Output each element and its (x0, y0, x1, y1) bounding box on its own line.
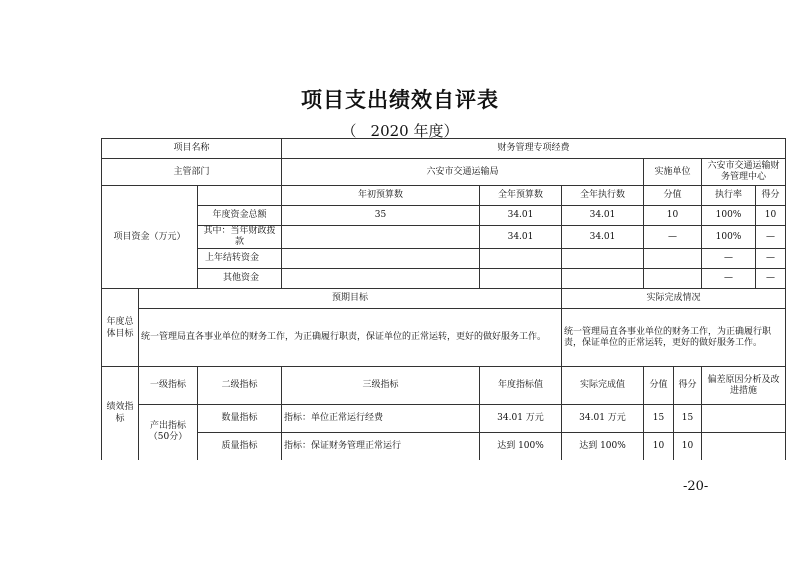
indicators-header-target: 年度指标值 (480, 367, 562, 405)
indicator-level3: 指标：单位正常运行经费 (282, 405, 480, 433)
funds-row-score-value: — (644, 226, 702, 249)
funds-row-label: 年度资金总额 (198, 206, 282, 226)
page-title: 项目支出绩效自评表 (301, 87, 499, 112)
project-name-value: 财务管理专项经费 (282, 139, 786, 159)
project-name-label: 项目名称 (102, 139, 282, 159)
funds-header-rate: 执行率 (702, 186, 756, 206)
indicator-level3: 指标：保证财务管理正常运行 (282, 433, 480, 460)
funds-row-executed: 34.01 (562, 226, 644, 249)
indicator-deviation (702, 405, 786, 433)
indicators-header-level1: 一级指标 (139, 367, 198, 405)
funds-header-row (102, 186, 786, 206)
funds-row-label: 其他资金 (198, 269, 282, 289)
indicator-score-value: 15 (644, 405, 674, 433)
goals-actual-header: 实际完成情况 (562, 289, 786, 309)
implementing-unit-label: 实施单位 (644, 159, 702, 186)
indicators-header-row (102, 367, 786, 405)
indicator-row (102, 405, 786, 433)
indicators-header-level3: 三级指标 (282, 367, 480, 405)
funds-row-initial (282, 226, 480, 249)
indicator-score-value: 10 (644, 433, 674, 460)
indicator-target: 34.01 万元 (480, 405, 562, 433)
indicator-score: 10 (674, 433, 702, 460)
funds-row-score: — (756, 226, 786, 249)
funds-row-label: 上年结转资金 (198, 249, 282, 269)
funds-row-annual (480, 269, 562, 289)
funds-row-rate: 100% (702, 206, 756, 226)
indicator-level2: 数量指标 (198, 405, 282, 433)
goals-actual-text: 统一管理局直各事业单位的财务工作，为正确履行职责，保证单位的正常运转，更好的做好服务工作。 (562, 309, 786, 367)
funds-row-score: — (756, 249, 786, 269)
funds-row-fiscal (102, 226, 786, 249)
funds-row-executed (562, 269, 644, 289)
funds-row-score: 10 (756, 206, 786, 226)
indicator-row (102, 433, 786, 460)
year-label: 2020 年度） (370, 122, 459, 140)
goals-expected-text: 统一管理局直各事业单位的财务工作，为正确履行职责，保证单位的正常运转，更好的做好服务工作。 (139, 309, 562, 367)
funds-row-executed (562, 249, 644, 269)
goals-content-row (102, 309, 786, 367)
year-open-paren: （ (341, 122, 357, 140)
implementing-unit-value: 六安市交通运输财务管理中心 (702, 159, 786, 186)
funds-row-total (102, 206, 786, 226)
funds-row-other (102, 269, 786, 289)
funds-row-rate: — (702, 269, 756, 289)
project-name-row (102, 139, 786, 159)
indicators-header-actual: 实际完成值 (562, 367, 644, 405)
indicator-actual: 34.01 万元 (562, 405, 644, 433)
department-label: 主管部门 (102, 159, 282, 186)
funds-row-score: — (756, 269, 786, 289)
goals-label: 年度总体目标 (102, 289, 139, 367)
funds-row-annual (480, 249, 562, 269)
funds-header-annual: 全年预算数 (480, 186, 562, 206)
indicators-label: 绩效指标 (102, 367, 139, 460)
goals-expected-header: 预期目标 (139, 289, 562, 309)
funds-row-initial: 35 (282, 206, 480, 226)
indicators-header-score: 得分 (674, 367, 702, 405)
indicator-group-output: 产出指标（50分） (139, 405, 198, 460)
funds-row-initial (282, 269, 480, 289)
indicators-header-score-value: 分值 (644, 367, 674, 405)
department-value: 六安市交通运输局 (282, 159, 644, 186)
indicator-deviation (702, 433, 786, 460)
funds-header-score: 得分 (756, 186, 786, 206)
indicator-actual: 达到 100% (562, 433, 644, 460)
funds-row-rate: — (702, 249, 756, 269)
funds-row-initial (282, 249, 480, 269)
indicator-level2: 质量指标 (198, 433, 282, 460)
funds-row-annual: 34.01 (480, 206, 562, 226)
funds-row-rate: 100% (702, 226, 756, 249)
funds-label: 项目资金（万元） (102, 186, 198, 289)
department-row (102, 159, 786, 186)
funds-row-score-value (644, 249, 702, 269)
funds-row-executed: 34.01 (562, 206, 644, 226)
goals-header-row (102, 289, 786, 309)
funds-header-blank (198, 186, 282, 206)
indicator-target: 达到 100% (480, 433, 562, 460)
funds-header-score-value: 分值 (644, 186, 702, 206)
indicator-score: 15 (674, 405, 702, 433)
funds-header-executed: 全年执行数 (562, 186, 644, 206)
funds-header-initial: 年初预算数 (282, 186, 480, 206)
funds-row-label: 其中：当年财政拨款 (198, 226, 282, 249)
funds-row-carryover (102, 249, 786, 269)
indicators-header-level2: 二级指标 (198, 367, 282, 405)
indicators-header-deviation: 偏差原因分析及改进措施 (702, 367, 786, 405)
funds-row-score-value (644, 269, 702, 289)
page-number: -20- (683, 479, 709, 494)
funds-row-annual: 34.01 (480, 226, 562, 249)
funds-row-score-value: 10 (644, 206, 702, 226)
evaluation-table (101, 138, 786, 460)
